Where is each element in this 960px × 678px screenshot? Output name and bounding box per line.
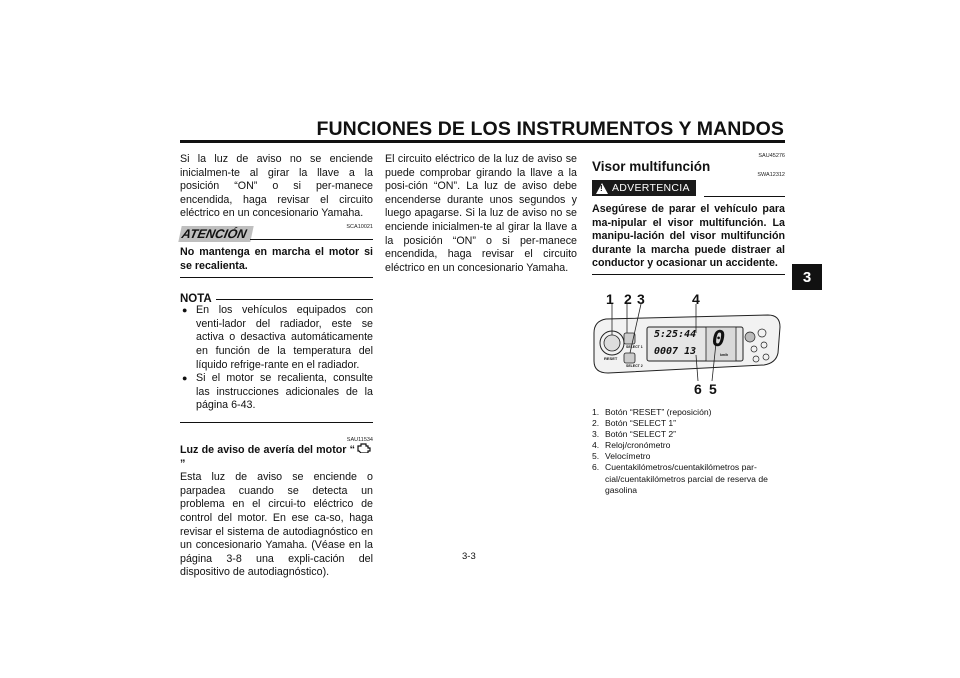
bullet-icon: ●	[182, 373, 188, 384]
page-number: 3-3	[462, 551, 476, 562]
section-text: Esta luz de aviso se enciende o parpadea cuando se detecta un problema en el circui-to eléctrico de control del motor. En ese ca-so, haga revisar el sistema de autodiagnóstico en un concesionario Yamaha. (Véase en la página 3-8 una expli-cación del dispositivo de autodiagnóstico).	[180, 471, 373, 579]
nota-end-rule	[180, 422, 373, 423]
section-code: SAU45276	[758, 153, 785, 159]
atencion-rule	[250, 239, 373, 240]
engine-icon	[357, 443, 371, 458]
warning-text: Asegúrese de parar el vehículo para ma-nipular el visor multifunción. La manipu-lación del visor multifunción durante la marcha puede distraer al conductor y ocasionar un accidente.	[592, 203, 785, 270]
atencion-code: SCA10021	[346, 223, 373, 230]
section-title: Luz de aviso de avería del motor “”	[180, 443, 373, 471]
nota-item: ● En los vehículos equipados con venti-lador del radiador, este se activa o desactiva automáticamente en función de la temperatura del líquido refrige-rante en el radiador.	[182, 304, 373, 371]
bullet-icon: ●	[182, 305, 188, 316]
atencion-label: ATENCIÓN	[178, 226, 254, 242]
select2-label: SELECT 2	[626, 363, 643, 368]
callout-4: 4	[692, 290, 700, 307]
warning-triangle-icon: !	[596, 183, 608, 194]
warning-label: ADVERTENCIA	[612, 182, 690, 194]
column-2-paragraph: El circuito eléctrico de la luz de aviso se puede comprobar girando la llave a la posi-ción “ON”. La luz de aviso debe encenderse durante unos segundos y luego apagarse. Si la luz de aviso no se enciende inicialmen-te al girar la llave a la posición “ON” o si per-manece encendida, haga revisar el circuito eléctrico en un concesionario Yamaha.	[385, 153, 577, 274]
legend-item: 6. Cuentakilómetros/cuentakilómetros par-cial/cuentakilómetros parcial de reserva de gasolina	[592, 462, 768, 495]
odometer-readout: 0007 13	[654, 345, 697, 357]
section-code: SAU11534	[346, 436, 373, 443]
callout-6: 6	[694, 380, 702, 397]
nota-heading	[180, 289, 373, 306]
nota-label: NOTA	[180, 293, 212, 306]
legend-item: 4. Reloj/cronómetro	[592, 440, 671, 451]
column-1	[180, 153, 373, 580]
column-2	[385, 153, 577, 275]
atencion-text: No mantenga en marcha el motor si se recalienta.	[180, 245, 373, 272]
callout-2: 2	[624, 290, 632, 307]
atencion-heading	[180, 225, 373, 241]
callout-5: 5	[709, 380, 717, 397]
warning-rule	[704, 196, 785, 197]
column-3	[592, 153, 785, 496]
speed-readout: 0	[712, 326, 726, 352]
multifunction-display-figure	[592, 290, 785, 397]
reset-label: RESET	[604, 355, 618, 361]
callout-3: 3	[637, 290, 645, 307]
warning-heading	[592, 172, 785, 199]
callout-1: 1	[606, 290, 614, 307]
figure-legend	[592, 407, 785, 496]
legend-item: 1. Botón “RESET” (reposición)	[592, 406, 712, 417]
nota-item: ● Si el motor se recalienta, consulte las instrucciones adicionales de la página 6-43.	[182, 372, 373, 412]
select1-label: SELECT 1	[626, 344, 643, 349]
nota-rule	[216, 299, 373, 300]
legend-item: 2. Botón “SELECT 1”	[592, 418, 677, 429]
intro-paragraph: Si la luz de aviso no se enciende inicialmen-te al girar la llave a la posición “ON” o si per-manece encendida, haga revisar el circuito eléctrico en un concesionario Yamaha.	[180, 153, 373, 220]
chapter-tab: 3	[792, 264, 822, 290]
warning-label-box	[592, 180, 696, 196]
display-panel-illustration	[592, 290, 785, 397]
section-title: Visor multifunción	[592, 159, 711, 174]
atencion-end-rule	[180, 277, 373, 278]
page-header-title: FUNCIONES DE LOS INSTRUMENTOS Y MANDOS	[316, 118, 784, 140]
legend-item: 3. Botón “SELECT 2”	[592, 429, 677, 440]
speed-unit: km/h	[720, 352, 729, 357]
header-rule	[180, 140, 785, 143]
legend-item: 5. Velocímetro	[592, 451, 651, 462]
warning-end-rule	[592, 274, 785, 275]
warning-code: SWA12312	[757, 172, 785, 178]
clock-readout: 5:25:44	[654, 328, 697, 340]
